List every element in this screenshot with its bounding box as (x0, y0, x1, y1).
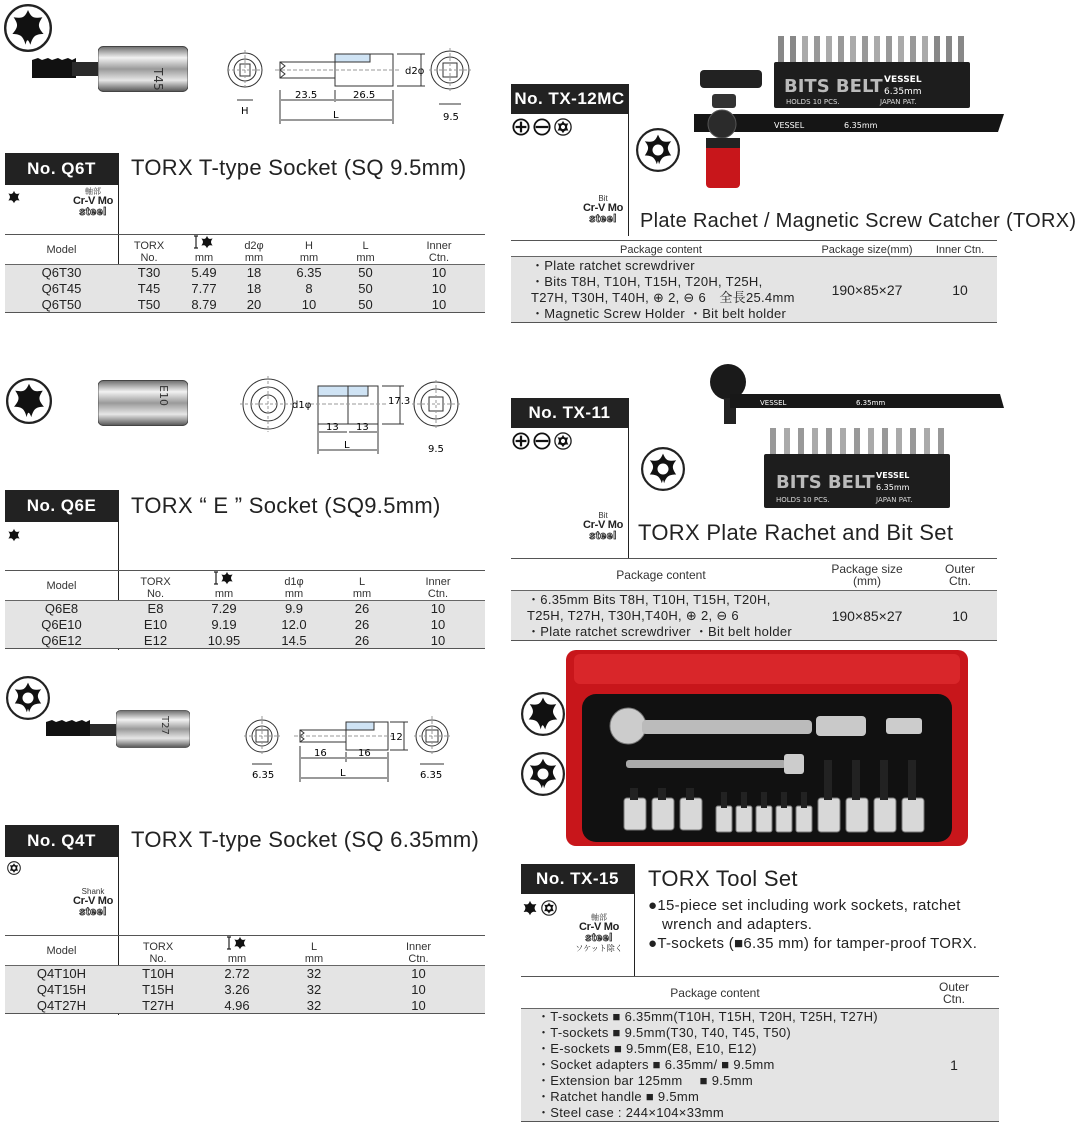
torx-hole-icon (636, 128, 680, 172)
dim-sq: 9.5 (428, 444, 444, 455)
table-cell: 32 (306, 966, 322, 982)
table-cell: Q6T45 (41, 281, 82, 296)
col-header: Package content (670, 985, 760, 1000)
dim-sq: 9.5 (443, 112, 459, 123)
q4t-badge: No. Q4T (5, 825, 118, 857)
across-flats-icon (193, 235, 215, 249)
dim-sq2: 6.35 (420, 770, 443, 781)
table-cell: 2.72 (224, 966, 250, 982)
torx-star-icon (521, 692, 565, 736)
table-row (5, 617, 485, 633)
table-cell: T30 (137, 265, 161, 281)
dim-l: L (344, 440, 350, 451)
outer-ctn: 1 (950, 1057, 958, 1073)
tx15-title: TORX Tool Set (648, 866, 798, 891)
table-cell: 18 (246, 265, 262, 281)
col-header: mm (193, 571, 255, 601)
across-flats-icon (213, 571, 235, 585)
col-header: Model (46, 243, 77, 256)
content-line: ・6.35mm Bits T8H, T10H, T15H, T20H, (527, 591, 771, 607)
table-cell: 10.95 (207, 632, 241, 648)
q6t-spec-table (5, 234, 485, 313)
tx11-badge: No. TX-11 (511, 398, 628, 428)
inner-ctn: 10 (952, 281, 968, 298)
tx15-product-photo (566, 650, 968, 846)
feature-line: wrench and adapters. (662, 916, 813, 933)
q6e-dimension-drawing (238, 374, 468, 458)
q6e-product-photo (96, 370, 188, 436)
table-cell: 10 (431, 281, 447, 296)
q4t-product-photo (42, 702, 190, 756)
phillips-icon (512, 432, 530, 450)
table-cell: 50 (358, 296, 373, 312)
col-header: L mm (352, 576, 372, 600)
tx11-title: TORX Plate Rachet and Bit Set (638, 520, 954, 545)
content-line: ・E-sockets ■ 9.5mm(E8, E10, E12) (537, 1041, 757, 1056)
q6e-title: TORX “ E ” Socket (SQ9.5mm) (131, 493, 441, 518)
table-cell: 10 (430, 601, 446, 617)
torx-hole-icon (521, 752, 565, 796)
tx12mc-drive-icons (512, 118, 572, 136)
table-cell: 10 (411, 982, 426, 997)
table-cell: Q6E8 (44, 601, 79, 617)
table-cell: E8 (147, 601, 164, 617)
tx11-material: Bit Cr-V Mo steel (582, 511, 624, 543)
col-header-ctn: Outer Ctn. (944, 561, 975, 588)
col-header: Package size(mm) (821, 244, 913, 256)
torx-hole-icon (554, 118, 572, 136)
table-cell: 6.35 (296, 265, 322, 281)
table-cell: 50 (358, 265, 373, 281)
torx-mini-star-icon (7, 190, 21, 204)
table-row (5, 966, 485, 982)
torx-mini-star-icon (7, 528, 21, 542)
table-cell: 18 (246, 281, 262, 296)
q6t-material: 軸部 Cr-V Mo steel (72, 187, 114, 219)
content-line: T25H, T27H, T30H,T40H, ⊕ 2, ⊖ 6 (527, 607, 739, 623)
table-cell: 8 (305, 281, 313, 296)
torx-hole-icon (554, 432, 572, 450)
bit-row (778, 36, 964, 66)
dim-h: H (241, 106, 249, 117)
table-cell: T50 (137, 296, 161, 312)
table-cell: 10 (430, 632, 446, 648)
torx-mini-hole-icon (7, 861, 21, 875)
bits-brand2: VESSEL (884, 75, 922, 85)
package-size: 190×85×27 (831, 281, 903, 298)
tx12mc-product-photo (694, 34, 1004, 190)
table-cell: 26 (354, 617, 370, 632)
content-line: ・Plate ratchet screwdriver (531, 257, 695, 273)
tx12mc-title: Plate Rachet / Magnetic Screw Catcher (TORX) (640, 210, 1076, 232)
col-header: d2φ mm (244, 240, 264, 264)
tx15-package-table (521, 976, 999, 1122)
svg-text:E10: E10 (157, 385, 170, 406)
q6e-badge: No. Q6E (5, 490, 118, 522)
dim-b: 13 (356, 422, 369, 433)
content-line: ・Ratchet handle ■ 9.5mm (537, 1089, 700, 1104)
q4t-material: Shank Cr-V Mo steel (72, 887, 114, 919)
table-cell: T27H (142, 997, 174, 1013)
dim-h: 17.3 (388, 396, 411, 407)
dim-a: 16 (314, 748, 327, 759)
bits-pat: JAPAN PAT. (876, 496, 913, 504)
table-cell: Q4T15H (36, 982, 87, 997)
table-row (5, 297, 485, 313)
bits-holds: HOLDS 10 PCS. (786, 98, 840, 106)
q4t-title: TORX T-type Socket (SQ 6.35mm) (131, 827, 480, 852)
table-cell: 32 (306, 982, 322, 997)
col-header: d1φ mm (284, 576, 304, 600)
bits-brand2: VESSEL (876, 471, 910, 480)
col-header: L mm (356, 240, 375, 264)
table-cell: Q4T27H (36, 997, 87, 1013)
table-cell: 26 (354, 632, 370, 648)
slotted-icon (533, 118, 551, 136)
table-cell: T45 (137, 281, 161, 296)
q6t-dimension-drawing (225, 42, 485, 127)
bits-size: 6.35mm (876, 483, 910, 492)
q4t-dimension-drawing (240, 712, 470, 787)
content-line: ・Socket adapters ■ 6.35mm/ ■ 9.5mm (537, 1057, 775, 1072)
q6t-badge: No. Q6T (5, 153, 118, 185)
table-cell: 10 (431, 265, 447, 281)
col-header: Model (46, 579, 77, 592)
col-header: Inner Ctn. (425, 576, 451, 600)
table-row (5, 265, 485, 281)
bits-size: 6.35mm (884, 87, 922, 97)
package-size: 190×85×27 (831, 607, 903, 624)
table-cell: Q6E10 (41, 617, 82, 632)
table-cell: 12.0 (281, 617, 307, 632)
table-cell: 10 (411, 997, 426, 1013)
col-header: TORX No. (142, 941, 174, 965)
dim-h: 12 (390, 732, 403, 743)
table-cell: Q6E12 (41, 632, 82, 648)
outer-ctn: 10 (952, 607, 968, 624)
table-cell: E10 (143, 617, 168, 632)
q6t-title: TORX T-type Socket (SQ 9.5mm) (131, 155, 467, 180)
table-cell: 32 (306, 997, 322, 1013)
col-header: Inner Ctn. (405, 941, 432, 965)
svg-text:T45: T45 (151, 68, 165, 91)
tx12mc-badge: No. TX-12MC (511, 84, 628, 114)
feature-line: ●15-piece set including work sockets, ratchet (648, 897, 961, 914)
content-line: ・Steel case : 244×104×33mm (537, 1105, 725, 1120)
torx-hole-icon (641, 447, 685, 491)
tx15-features (648, 896, 998, 953)
table-cell: 8.79 (191, 296, 217, 312)
table-cell: 10 (411, 966, 426, 982)
table-cell: 9.19 (211, 617, 237, 632)
tx15-drive-icons (522, 900, 557, 916)
tx15-material: 軸部 Cr-V Mo steel ソケット除く (575, 913, 623, 953)
table-cell: 14.5 (281, 632, 307, 648)
table-cell: T15H (142, 982, 174, 997)
dim-a: 23.5 (295, 90, 318, 101)
slotted-icon (533, 432, 551, 450)
table-row (5, 281, 485, 297)
tx12mc-package-table (511, 240, 997, 323)
content-line: ・Bits T8H, T10H, T15H, T20H, T25H, (531, 273, 763, 289)
tx15-badge: No. TX-15 (521, 864, 634, 894)
tx12mc-material: Bit Cr-V Mo steel (582, 194, 624, 226)
table-row (5, 601, 485, 617)
dim-b: 16 (358, 748, 371, 759)
ratchet-size: 6.35mm (844, 121, 878, 130)
col-header: Package content (620, 244, 702, 256)
svg-text:T27: T27 (159, 716, 170, 735)
col-header: TORX No. (133, 240, 165, 264)
dim-l: L (340, 768, 346, 779)
table-row (5, 982, 485, 998)
table-cell: 5.49 (191, 265, 217, 281)
table-cell: 7.29 (211, 601, 237, 617)
table-cell: 10 (431, 296, 447, 312)
torx-star-icon (6, 378, 52, 424)
table-cell: 4.96 (224, 997, 250, 1013)
table-cell: Q6T50 (41, 296, 82, 312)
table-cell: T10H (142, 966, 174, 982)
content-line: ・T-sockets ■ 6.35mm(T10H, T15H, T20H, T25H, T27H) (537, 1009, 878, 1024)
tx11-package-table (511, 558, 997, 641)
table-cell: 20 (246, 296, 262, 312)
col-header-size: Package size (mm) (831, 561, 903, 588)
table-cell: 10 (301, 296, 317, 312)
table-cell: 3.26 (224, 982, 250, 997)
col-header: Model (46, 944, 77, 957)
table-row (5, 633, 485, 649)
col-header: H mm (299, 240, 319, 264)
col-header: mm (180, 235, 228, 265)
table-cell: Q4T10H (36, 966, 87, 982)
dim-d2: d2φ (405, 66, 425, 77)
dim-sq1: 6.35 (252, 770, 275, 781)
dim-l: L (333, 110, 339, 121)
table-cell: E12 (143, 632, 168, 648)
content-line: ・T-sockets ■ 9.5mm(T30, T40, T45, T50) (537, 1025, 792, 1040)
col-header: Inner Ctn. (426, 240, 452, 264)
col-header: TORX No. (140, 576, 171, 600)
bits-brand: BITS BELT (776, 472, 875, 493)
q4t-spec-table (5, 935, 485, 1014)
content-line: ・Extension bar 125mm ■ 9.5mm (537, 1073, 753, 1088)
torx-mini-hole-icon (541, 900, 557, 916)
table-cell: 10 (430, 617, 446, 632)
dim-b: 26.5 (353, 90, 376, 101)
bits-brand: BITS BELT (784, 76, 883, 97)
table-cell: 26 (354, 601, 370, 617)
ratchet-brand: VESSEL (760, 399, 787, 407)
torx-mini-star-icon (522, 900, 538, 916)
table-cell: Q6T30 (41, 265, 82, 281)
content-line: ・Magnetic Screw Holder ・Bit belt holder (531, 305, 787, 321)
table-cell: 7.77 (191, 281, 217, 296)
bits-pat: JAPAN PAT. (880, 98, 917, 106)
across-flats-icon (226, 936, 248, 950)
ratchet-brand: VESSEL (774, 121, 805, 130)
ratchet-size: 6.35mm (856, 399, 886, 407)
q6e-spec-table (5, 570, 485, 649)
col-header: Inner Ctn. (935, 244, 985, 256)
tx11-drive-icons (512, 432, 572, 450)
content-line: T27H, T30H, T40H, ⊕ 2, ⊖ 6 全長25.4mm (531, 289, 795, 305)
dim-a: 13 (326, 422, 339, 433)
table-cell: 9.9 (284, 601, 304, 617)
col-header-ctn: Outer Ctn. (938, 979, 969, 1006)
content-line: ・Plate ratchet screwdriver ・Bit belt holder (527, 623, 793, 639)
col-header: Package content (616, 567, 706, 582)
table-row (5, 998, 485, 1014)
tx11-product-photo (700, 362, 1006, 510)
phillips-icon (512, 118, 530, 136)
dim-d1: d1φ (292, 400, 312, 411)
bits-holds: HOLDS 10 PCS. (776, 496, 830, 504)
col-header: L mm (304, 941, 324, 965)
table-cell: 50 (358, 281, 373, 296)
col-header: mm (198, 936, 276, 966)
q6t-product-photo (28, 38, 188, 100)
feature-line: ●T-sockets (■6.35 mm) for tamper-proof TORX. (648, 935, 978, 952)
